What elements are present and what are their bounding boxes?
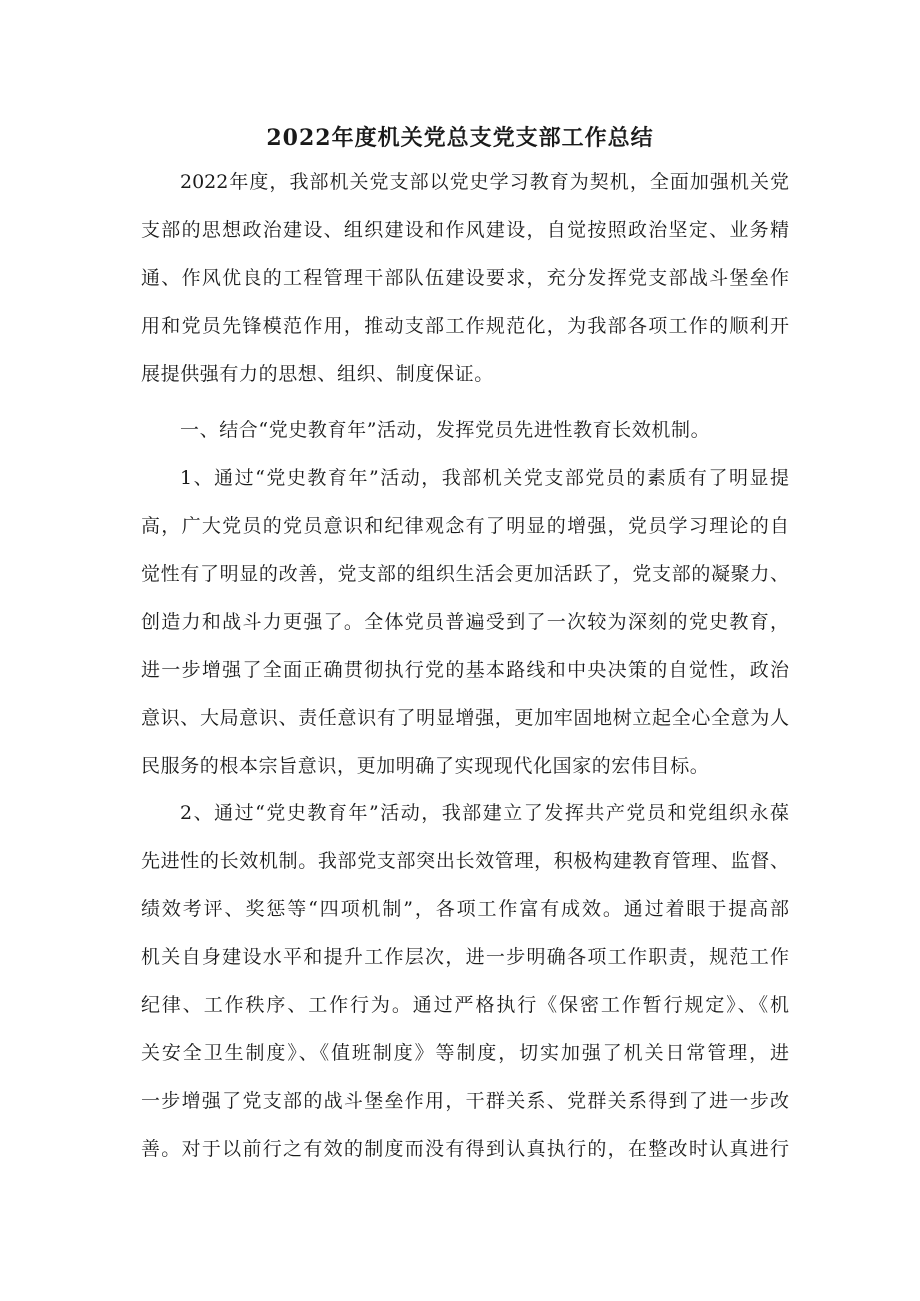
paragraph-line: 一步增强了党支部的战斗堡垒作用，干群关系、党群关系得到了进一步改 [141,1090,789,1112]
paragraph-line: 用和党员先锋模范作用，推动支部工作规范化，为我部各项工作的顺利开 [141,315,789,337]
paragraph-line: 2、通过“党史教育年”活动，我部建立了发挥共产党员和党组织永葆 [180,802,789,824]
paragraph-line: 纪律、工作秩序、工作行为。通过严格执行《保密工作暂行规定》、《机 [141,994,789,1016]
paragraph-line: 展提供强有力的思想、组织、制度保证。 [141,363,494,385]
paragraph-line: 觉性有了明显的改善，党支部的组织生活会更加活跃了，党支部的凝聚力、 [141,563,789,585]
paragraph-line: 高，广大党员的党员意识和纪律观念有了明显的增强，党员学习理论的自 [141,515,789,537]
paragraph-line: 善。对于以前行之有效的制度而没有得到认真执行的，在整改时认真进行 [141,1138,789,1160]
paragraph-line: 机关自身建设水平和提升工作层次，进一步明确各项工作职责，规范工作 [141,946,789,968]
paragraph-line: 通、作风优良的工程管理干部队伍建设要求，充分发挥党支部战斗堡垒作 [141,267,789,289]
paragraph-line: 绩效考评、奖惩等“四项机制”，各项工作富有成效。通过着眼于提高部 [141,898,789,920]
paragraph-line: 先进性的长效机制。我部党支部突出长效管理，积极构建教育管理、监督、 [141,850,789,872]
paragraph-line: 创造力和战斗力更强了。全体党员普遍受到了一次较为深刻的党史教育， [141,611,789,633]
paragraph-line: 关安全卫生制度》、《值班制度》等制度，切实加强了机关日常管理，进 [141,1042,789,1064]
paragraph-line: 意识、大局意识、责任意识有了明显增强，更加牢固地树立起全心全意为人 [141,707,789,729]
paragraph-line: 民服务的根本宗旨意识，更加明确了实现现代化国家的宏伟目标。 [141,755,710,777]
paragraph-line: 支部的思想政治建设、组织建设和作风建设，自觉按照政治坚定、业务精 [141,219,789,241]
document-title: 2022年度机关党总支党支部工作总结 [266,125,654,151]
paragraph-line: 进一步增强了全面正确贯彻执行党的基本路线和中央决策的自觉性，政治 [141,659,789,681]
paragraph-line: 2022年度，我部机关党支部以党史学习教育为契机，全面加强机关党 [180,171,789,193]
section-heading: 一、结合“党史教育年”活动，发挥党员先进性教育长效机制。 [180,419,711,441]
paragraph-line: 1、通过“党史教育年”活动，我部机关党支部党员的素质有了明显提 [180,467,789,489]
